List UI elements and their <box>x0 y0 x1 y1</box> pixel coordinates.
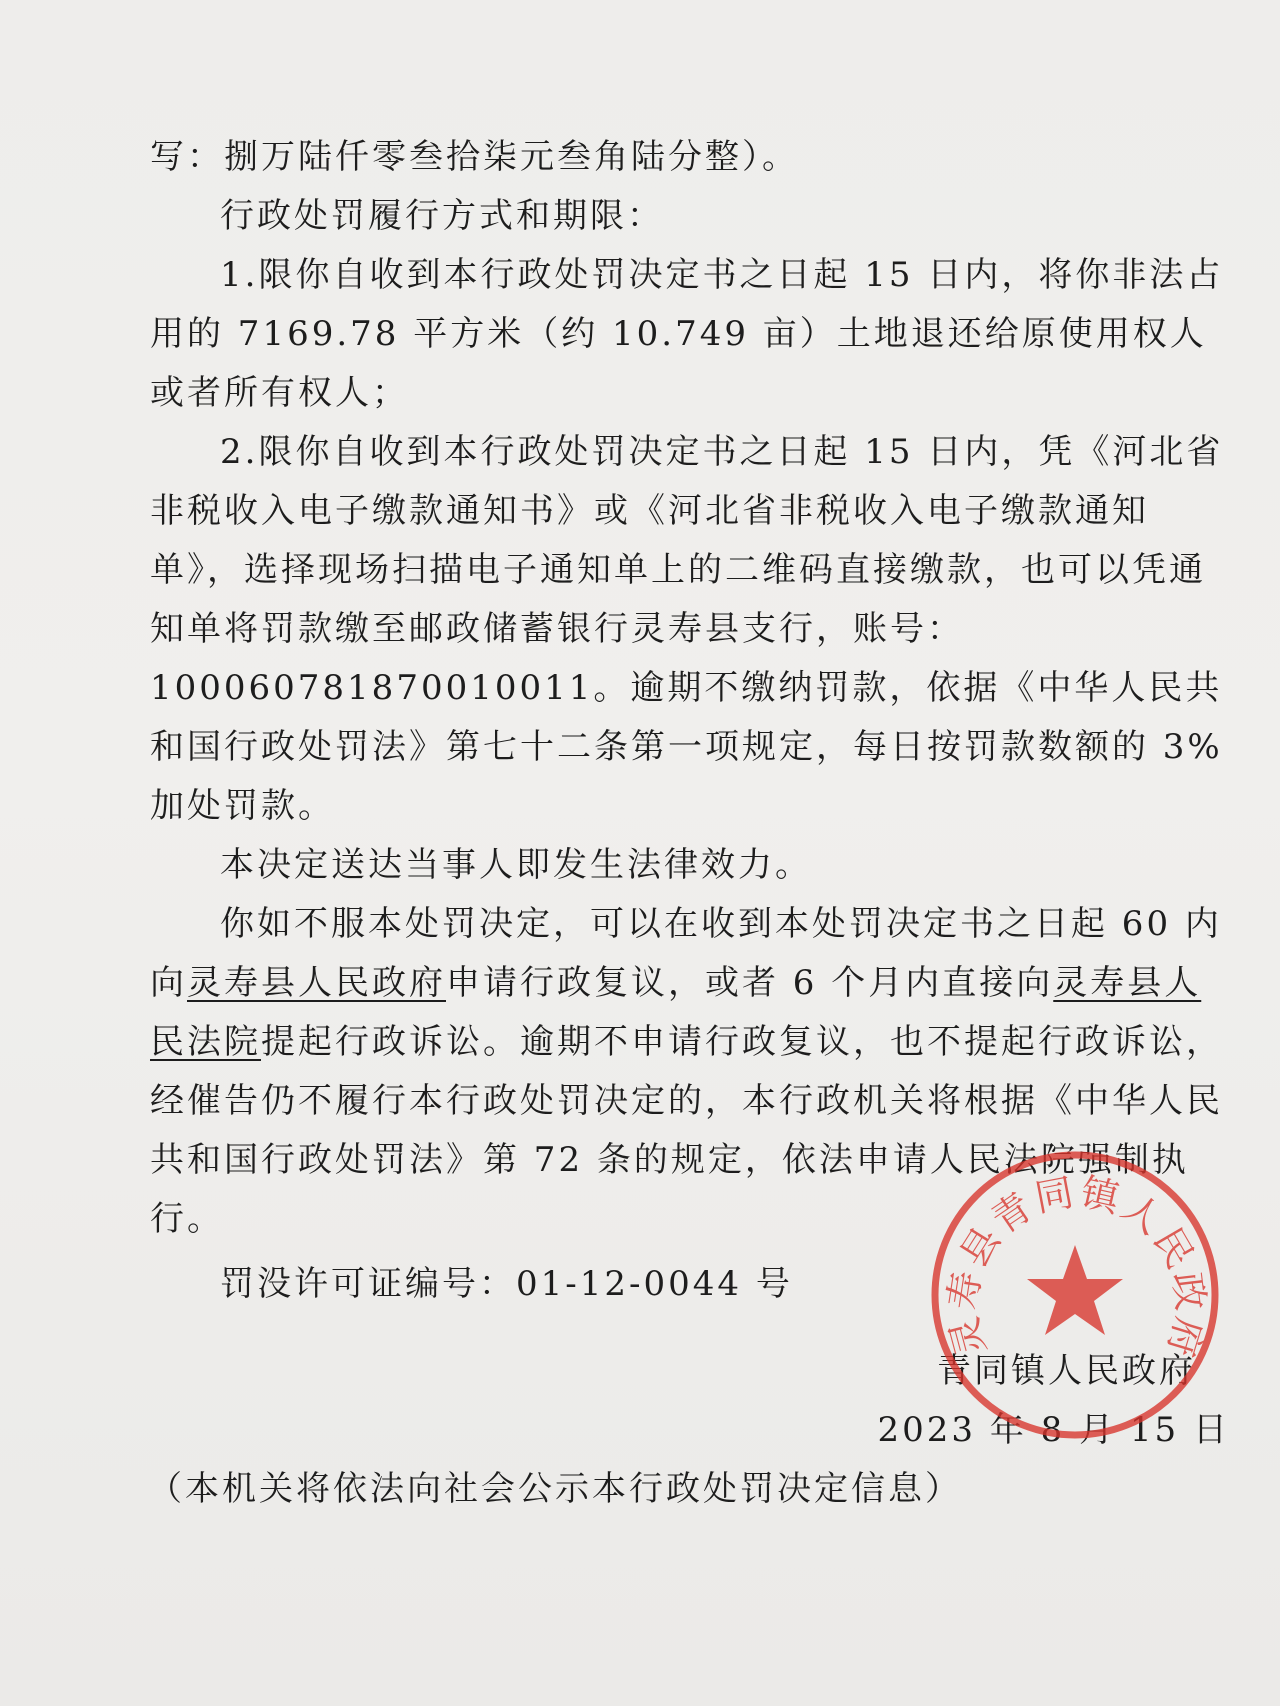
appeal-text-3: 提起行政诉讼。逾期不申请行政复议，也不提起行政诉讼，经催告仍不履行本行政处罚决定的，本行政机关将根据《中华人民共和国行政处罚法》第 72 条的规定，依法申请人民法院强制执行。 <box>150 1022 1223 1239</box>
item-1: 1.限你自收到本行政处罚决定书之日起 15 日内，将你非法占用的 7169.78 平方米（约 10.749 亩）土地退还给原使用权人或者所有权人； <box>150 255 1224 413</box>
seal-text: 灵寿县青同镇人民政府 <box>940 1169 1214 1365</box>
footer-note: （本机关将依法向社会公示本行政处罚决定信息） <box>148 1469 962 1509</box>
method-heading: 行政处罚履行方式和期限： <box>220 196 664 236</box>
date: 2023 年 8 月 15 日 <box>877 1410 1230 1450</box>
appeal-org-court: 灵寿县人民法院 <box>150 963 1202 1062</box>
item-2: 2.限你自收到本行政处罚决定书之日起 15 日内，凭《河北省非税收入电子缴款通知书》或《河北省非税收入电子缴款通知单》，选择现场扫描电子通知单上的二维码直接缴款，也可以凭通知单将罚款缴至邮政储蓄银行灵寿县支行，账号：100060781870010011。逾期不缴纳罚款，依据《中华人民共和国行政处罚法》第七十二条第一项规定，每日按罚款数额的 3%加处罚款。 <box>150 432 1224 826</box>
amount-line: 写：捌万陆仟零叁拾柒元叁角陆分整）。 <box>150 137 799 177</box>
document-body <box>150 128 1230 1519</box>
effective-statement: 本决定送达当事人即发生法律效力。 <box>220 845 812 885</box>
license-number: 罚没许可证编号：01-12-0044 号 <box>220 1264 793 1304</box>
appeal-text-1: 你如不服本处罚决定，可以在收到本处罚决定书之日起 60 内向 <box>150 904 1222 1003</box>
signature: 青同镇人民政府 <box>937 1351 1196 1391</box>
appeal-org-government: 灵寿县人民政府 <box>187 963 446 1003</box>
appeal-text-2: 申请行政复议，或者 6 个月内直接向 <box>446 963 1054 1003</box>
appeal-paragraph <box>150 895 1230 1249</box>
